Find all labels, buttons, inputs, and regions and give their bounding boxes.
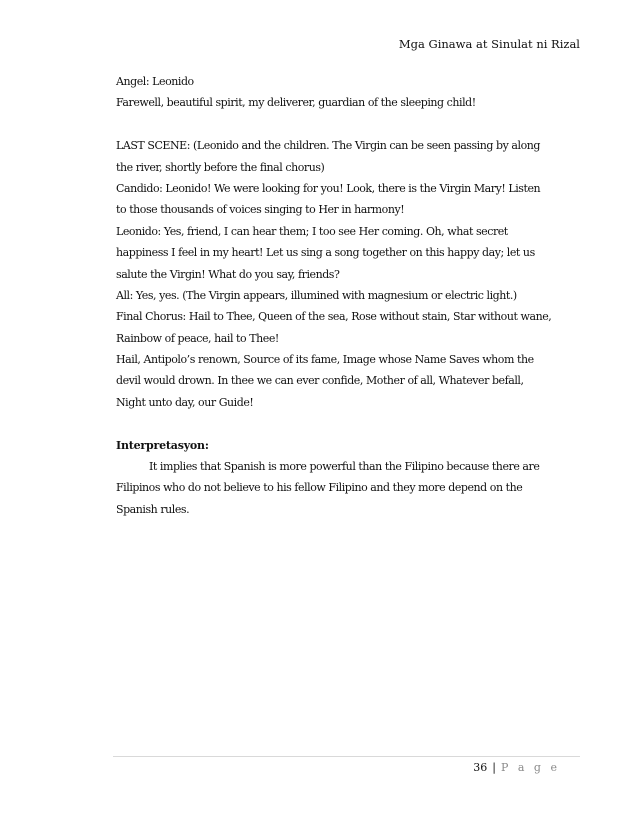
footer-separator: | [492, 761, 496, 774]
text-line: Night unto day, our Guide! [116, 395, 254, 409]
page-number: 36 [473, 761, 488, 774]
blank-line [116, 413, 568, 434]
text-line: salute the Virgin! What do you say, friends? [116, 267, 340, 281]
document-body [116, 71, 568, 520]
text-line: to those thousands of voices singing to Her in harmony! [116, 203, 405, 217]
text-line: Leonido: Yes, friend, I can hear them; I too see Her coming. Oh, what secret [116, 224, 508, 238]
text-line: Rainbow of peace, hail to Thee! [116, 331, 279, 345]
page-label: P a g e [500, 761, 560, 774]
text-line: the river, shortly before the final chorus) [116, 160, 325, 174]
blank-line [116, 114, 568, 135]
text-line: Candido: Leonido! We were looking for you! Look, there is the Virgin Mary! Listen [116, 181, 541, 195]
text-line: All: Yes, yes. (The Virgin appears, illumined with magnesium or electric light.) [116, 288, 517, 302]
interpretation-line: It implies that Spanish is more powerful than the Filipino because there are [149, 460, 540, 474]
text-line: Final Chorus: Hail to Thee, Queen of the sea, Rose without stain, Star without wane, [116, 310, 552, 324]
interpretation-heading: Interpretasyon: [116, 438, 209, 452]
text-line: LAST SCENE: (Leonido and the children. The Virgin can be seen passing by along [116, 139, 541, 153]
interpretation-line: Spanish rules. [116, 502, 190, 516]
footer-divider [113, 756, 580, 757]
interpretation-line: Filipinos who do not believe to his fellow Filipino and they more depend on the [116, 481, 523, 495]
page-header-title: Mga Ginawa at Sinulat ni Rizal [398, 37, 580, 51]
text-line: happiness I feel in my heart! Let us sing a song together on this happy day; let us [116, 246, 535, 260]
text-line: devil would drown. In thee we can ever confide, Mother of all, Whatever befall, [116, 374, 524, 388]
text-line: Farewell, beautiful spirit, my deliverer, guardian of the sleeping child! [116, 96, 476, 110]
text-line: Angel: Leonido [116, 75, 194, 88]
text-line: Hail, Antipolo’s renown, Source of its fame, Image whose Name Saves whom the [116, 353, 534, 367]
page-footer [473, 761, 560, 774]
